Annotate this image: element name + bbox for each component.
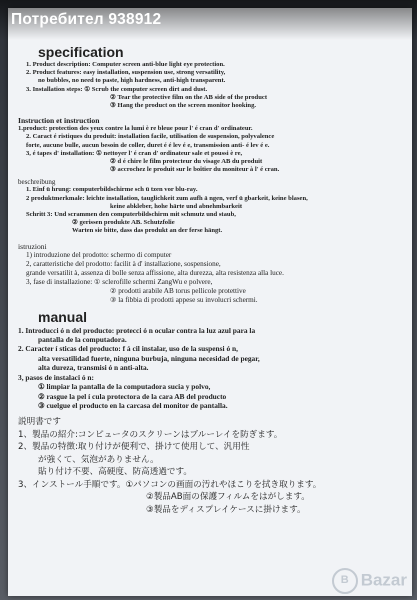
spanish-section [18, 326, 410, 411]
bazar-watermark-text: Bazar [360, 570, 407, 590]
french-line: 2. Caract é ristiques du produit: installation facile, utilisation de suspension, polyvalence [26, 133, 275, 141]
english-section [18, 61, 410, 110]
spanish-line: alta versatilidad fuerte, ninguna burbuja, ninguna necesidad de pegar, [38, 353, 260, 363]
french-heading: Instruction et instruction [18, 116, 100, 126]
english-heading: specification [38, 44, 124, 60]
french-section [18, 125, 410, 174]
german-line: Warten sie bitte, dass das produkt an der ferse hängt. [72, 227, 223, 235]
spanish-line: ② rasgue la pel í cula protectora de la cara AB del producto [38, 391, 227, 401]
japanese-section [18, 429, 410, 517]
spanish-line: 2. Caracter í sticas del producto: f á cil instalar, uso de la suspensi ó n, [18, 344, 238, 354]
spanish-line: alta dureza, transmisi ó n anti-alta. [38, 363, 149, 373]
japanese-heading: 説明書です [18, 417, 61, 428]
sheet-content [18, 40, 410, 516]
german-heading: beschreibung [18, 178, 56, 187]
french-line: 1.product: protection des yeux contre la lumi è re bleue pour l' é cran d' ordinateur. [18, 125, 253, 133]
german-line: 1. Einf ü hrung: computerbildschirme sch ü tzen vor blu-ray. [26, 186, 198, 194]
italian-line: grande versatilit à, assenza di bolle senza affissione, alta durezza, alta resistenza alla luce. [26, 268, 284, 277]
french-line: forte, aucune bulle, aucun besoin de coller, duret é é lev é e, transmission anti- é lev é e. [26, 141, 270, 149]
bazar-watermark [332, 568, 407, 594]
spanish-line: 3, pasos de instalaci ó n: [18, 372, 94, 382]
german-line: 2 produktmerkmale: leichte installation, tauglichkeit zum aufh ä ngen, verf ü gbarkeit, keine blasen, [26, 194, 308, 202]
italian-line: ③ la fibbia di prodotti appese su involucri schermi. [110, 295, 258, 304]
german-line: keine abkleber, hohe härte und abnehmbarkeit [110, 202, 243, 210]
japanese-line: 1、製品の紹介:コンピュータのスクリーンはブルーレイを防ぎます。 [18, 429, 283, 440]
italian-line: 1) introduzione del prodotto: schermo di computer [26, 250, 172, 259]
german-line: Schritt 3: Und scrammen den computerbildschirm mit schmutz und staub, [26, 211, 236, 219]
english-line: 2. Product features: easy installation, suspension use, strong versatility, [26, 69, 226, 77]
english-line: 3. Installation steps: ① Scrub the computer screen dirt and dust. [26, 85, 208, 93]
japanese-line: 貼り付け不要、高硬度、防高透過です。 [38, 467, 193, 478]
japanese-line: ③製品をディスプレイケースに掛けます。 [146, 504, 306, 515]
japanese-line: 3、インストール手順です。①パソコンの画面の汚れやほこりを拭き取ります。 [18, 479, 322, 490]
english-line: 1. Product description: Computer screen anti-blue light eye protection. [26, 61, 225, 68]
japanese-line: 2、製品の特徴:取り付けが便利で、掛けて使用して、汎用性 [18, 442, 250, 453]
italian-section [18, 251, 410, 305]
italian-line: 2, caratteristiche del prodotto: facilit à d' installazione, sospensione, [26, 259, 221, 268]
instruction-sheet [8, 8, 412, 596]
french-line: 3, é tapes d' installation: ① nettoyer l' é cran d' ordinateur sale et poussi è re, [26, 149, 243, 157]
english-line: ② Tear the protective film on the AB side of the product [110, 93, 268, 101]
german-line: ② gerissen produkte AB. Schutzfolie [72, 219, 175, 227]
spanish-line: 1. Introducci ó n del producto: protecci ó n ocular contra la luz azul para la [18, 325, 256, 335]
french-line: ② d é chire le film protecteur du visage AB du produit [110, 158, 263, 166]
german-section [18, 186, 410, 235]
french-line: ③ accrochez le produit sur le boîtier du moniteur à l' é cran. [110, 166, 280, 174]
spanish-heading: manual [38, 308, 88, 325]
spanish-line: ③ cuelgue el producto en la carcasa del monitor de pantalla. [38, 400, 228, 410]
user-banner [0, 0, 417, 40]
english-line: ③ Hang the product on the screen monitor hooking. [110, 102, 257, 110]
english-line: no bubbles, no need to paste, high hardness, anti-high transparent. [38, 77, 226, 85]
spanish-line: ① limpiar la pantalla de la computadora sucia y polvo, [38, 382, 211, 392]
italian-line: ② prodotti arabile AB torus pellicole protettive [110, 286, 246, 295]
italian-line: 3, fase di installazione: ① sclerofille schermi ZangWu e polvere, [26, 277, 213, 286]
italian-heading: istruzioni [18, 241, 47, 251]
spanish-line: pantalla de la computadora. [38, 335, 127, 345]
japanese-line: ②製品AB面の保護フィルムをはがします。 [146, 492, 310, 503]
user-name-label: Потребител 938912 [11, 11, 162, 28]
bazar-logo-icon: B [332, 568, 358, 594]
japanese-line: が強くて、気泡がありません。 [38, 454, 159, 465]
